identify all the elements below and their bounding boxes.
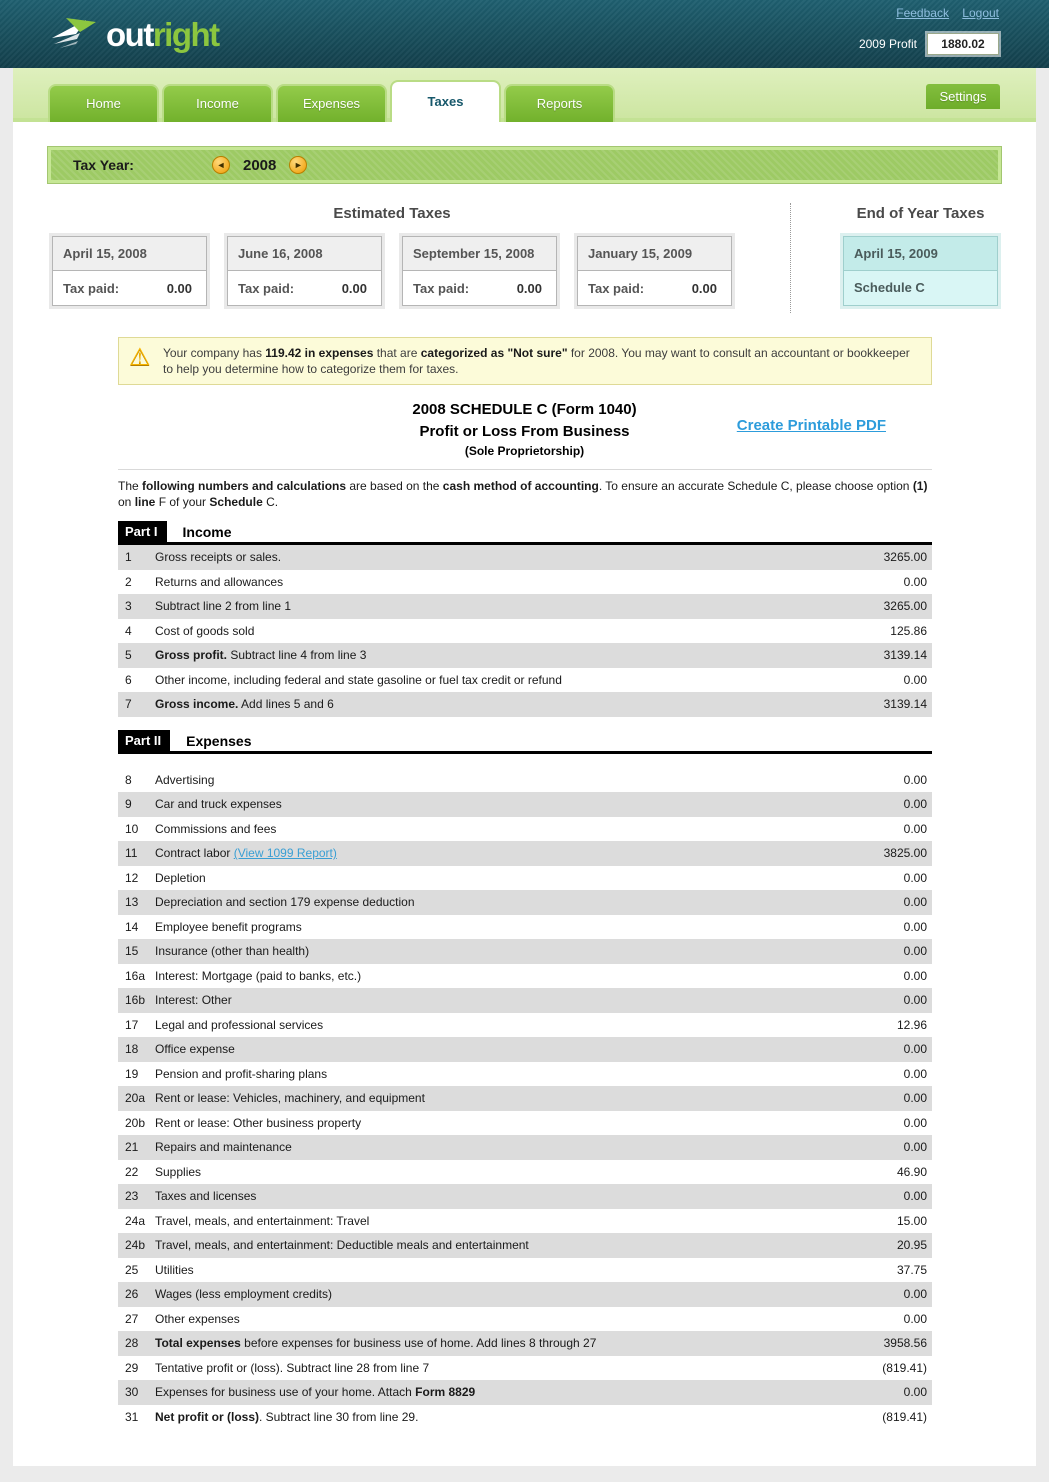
text: F of your [155, 495, 210, 509]
app-header [0, 0, 1049, 68]
line-label [155, 1189, 904, 1203]
part2-header [118, 731, 932, 754]
text: before expenses for business use of home. Add lines 8 through 27 [240, 1336, 597, 1351]
schedule-row-14 [118, 915, 932, 940]
part1-header [118, 522, 932, 545]
text: Rent or lease: Other business property [155, 1115, 362, 1130]
line-number: 11 [125, 846, 138, 861]
schedule-title-line2: Profit or Loss From Business [419, 423, 630, 440]
text: Supplies [155, 1164, 202, 1179]
line-label [155, 944, 904, 958]
tab-home[interactable]: Home [48, 84, 159, 122]
line-number: 23 [125, 1189, 139, 1204]
line-value: 20.95 [896, 1238, 927, 1253]
profit-label: 2009 Profit [858, 37, 917, 51]
estimated-tax-card [577, 236, 732, 306]
text: are based on the [346, 479, 443, 493]
estimated-card-body [228, 271, 381, 305]
tax-paid-value: 0.00 [516, 280, 542, 296]
text: The [118, 479, 143, 493]
text: Subtract line 4 from line 3 [227, 648, 367, 663]
part1-badge: Part I [118, 521, 167, 542]
bold-text: Form 8829 [415, 1385, 476, 1400]
schedule-row-17 [118, 1013, 932, 1038]
line-number: 7 [125, 697, 132, 712]
text: Advertising [155, 772, 215, 787]
line-number: 21 [125, 1140, 139, 1155]
line-label [155, 1067, 904, 1081]
tax-paid-label: Tax paid: [238, 280, 295, 296]
schedule-row-26 [118, 1282, 932, 1307]
content-panel [13, 122, 1036, 1466]
line-label [155, 550, 884, 564]
line-value: 0.00 [903, 821, 927, 836]
line-number: 10 [125, 821, 139, 836]
text: C. [262, 495, 279, 509]
tax-year-bar [48, 147, 1001, 183]
schedule-row-11 [118, 841, 932, 866]
schedule-row-1 [118, 545, 932, 570]
text: Commissions and fees [155, 821, 277, 836]
text: Contract labor [155, 846, 234, 861]
bold-text: categorized as "Not sure" [420, 346, 568, 360]
line-number: 30 [125, 1385, 139, 1400]
line-value: 0.00 [903, 1066, 927, 1081]
bold-text: Total expenses [155, 1336, 241, 1351]
line-label [155, 773, 904, 787]
schedule-row-10 [118, 817, 932, 842]
text: Other expenses [155, 1311, 240, 1326]
schedule-row-22 [118, 1160, 932, 1185]
schedule-row-20b [118, 1111, 932, 1136]
line-number: 13 [125, 895, 139, 910]
line-number: 9 [125, 797, 132, 812]
logout-link[interactable]: Logout [962, 6, 999, 20]
line-label [155, 993, 904, 1007]
text: Other income, including federal and state gasoline or fuel tax credit or refund [155, 672, 562, 687]
schedule-row-15 [118, 939, 932, 964]
line-value: 0.00 [903, 1091, 927, 1106]
estimated-card-date: September 15, 2008 [403, 237, 556, 271]
schedule-row-24a [118, 1209, 932, 1234]
line-number: 20b [125, 1115, 146, 1130]
line-value: 15.00 [896, 1213, 927, 1228]
schedule-row-13 [118, 890, 932, 915]
prev-year-icon[interactable]: ◄ [212, 156, 230, 174]
line-value: 37.75 [896, 1262, 927, 1277]
schedule-row-31 [118, 1405, 932, 1430]
schedule-row-23 [118, 1184, 932, 1209]
line-number: 17 [125, 1017, 139, 1032]
line-number: 5 [125, 648, 132, 663]
line-number: 24a [125, 1213, 146, 1228]
next-year-icon[interactable]: ► [289, 156, 307, 174]
line-value: 0.00 [903, 772, 927, 787]
line-value: 0.00 [903, 1140, 927, 1155]
text: Your company has [163, 346, 266, 360]
part2-rows [118, 754, 932, 1430]
view-1099-report-link[interactable]: (View 1099 Report) [233, 846, 337, 861]
logo [50, 14, 219, 55]
bold-text: (1) [912, 479, 928, 493]
part2-title: Expenses [186, 732, 252, 749]
estimated-tax-card [52, 236, 207, 306]
schedule-row-16b [118, 988, 932, 1013]
text: Gross receipts or sales. [155, 550, 282, 565]
tab-expenses[interactable]: Expenses [276, 84, 387, 122]
line-label [155, 1091, 904, 1105]
warning-icon: ⚠ [129, 344, 151, 371]
line-number: 19 [125, 1066, 139, 1081]
bold-text: following numbers and calculations [142, 479, 347, 493]
line-label [155, 1165, 897, 1179]
tax-paid-value: 0.00 [341, 280, 367, 296]
line-label [155, 797, 904, 811]
end-of-year-date: April 15, 2009 [844, 237, 997, 271]
text: Interest: Other [155, 993, 232, 1008]
line-number: 6 [125, 672, 132, 687]
estimated-tax-cards [52, 236, 752, 306]
bold-text: 119.42 in expenses [265, 346, 374, 360]
line-label [155, 1385, 904, 1399]
line-label [155, 1018, 897, 1032]
create-pdf-link[interactable]: Create Printable PDF [736, 417, 886, 434]
text: Interest: Mortgage (paid to banks, etc.) [155, 968, 362, 983]
line-value: 0.00 [903, 1385, 927, 1400]
line-label [155, 969, 904, 983]
tax-year-label: Tax Year: [73, 157, 134, 173]
line-number: 28 [125, 1336, 139, 1351]
line-label [155, 673, 904, 687]
schedule-row-5 [118, 643, 932, 668]
bold-text: Schedule [209, 495, 263, 509]
line-value: 0.00 [903, 1115, 927, 1130]
line-value: 0.00 [903, 895, 927, 910]
text: Utilities [155, 1262, 194, 1277]
schedule-row-12 [118, 866, 932, 891]
line-label [155, 1410, 882, 1424]
line-value: 0.00 [903, 797, 927, 812]
line-number: 26 [125, 1287, 139, 1302]
not-sure-warning [118, 337, 932, 385]
text: . To ensure an accurate Schedule C, please choose option [598, 479, 913, 493]
end-of-year-card [843, 236, 998, 306]
line-value: 0.00 [903, 944, 927, 959]
line-value: 3265.00 [883, 599, 927, 614]
text: Legal and professional services [155, 1017, 324, 1032]
estimated-card-date: April 15, 2008 [53, 237, 206, 271]
feedback-link[interactable]: Feedback [896, 6, 949, 20]
line-label [155, 1116, 904, 1130]
line-value: 3958.56 [883, 1336, 927, 1351]
bold-text: cash method of accounting [442, 479, 599, 493]
line-number: 24b [125, 1238, 146, 1253]
text: Subtract line 2 from line 1 [155, 599, 292, 614]
line-number: 4 [125, 623, 132, 638]
divider-line [118, 469, 932, 470]
line-label [155, 648, 884, 662]
schedule-title-line1: 2008 SCHEDULE C (Form 1040) [412, 401, 637, 418]
text: for 2008. You may want to consult an accountant or bookkeeper to help you determine how to categorize them for taxes. [163, 346, 910, 376]
text: Employee benefit programs [155, 919, 302, 934]
text: Cost of goods sold [155, 623, 255, 638]
tax-year-value: 2008 [242, 156, 277, 174]
text: . Subtract line 30 from line 29. [259, 1409, 419, 1424]
schedule-row-21 [118, 1135, 932, 1160]
line-value: 0.00 [903, 1042, 927, 1057]
line-value: 3139.14 [883, 697, 927, 712]
line-number: 15 [125, 944, 139, 959]
line-label [155, 1140, 904, 1154]
schedule-c-header [13, 399, 1036, 459]
estimated-card-body [53, 271, 206, 305]
tab-reports[interactable]: Reports [504, 84, 615, 122]
schedule-row-6 [118, 668, 932, 693]
text: Office expense [155, 1042, 235, 1057]
line-number: 25 [125, 1262, 139, 1277]
line-number: 14 [125, 919, 139, 934]
tax-paid-label: Tax paid: [63, 280, 120, 296]
text: Repairs and maintenance [155, 1140, 292, 1155]
line-value: (819.41) [882, 1360, 927, 1375]
line-label [155, 1287, 904, 1301]
logo-text: outright [106, 15, 219, 53]
line-number: 31 [125, 1409, 139, 1424]
line-value: 0.00 [903, 1189, 927, 1204]
estimated-taxes-title: Estimated Taxes [333, 205, 451, 222]
end-of-year-title: End of Year Taxes [856, 205, 985, 222]
line-value: 3139.14 [883, 648, 927, 663]
line-label [155, 1214, 897, 1228]
schedule-row-20a [118, 1086, 932, 1111]
line-number: 22 [125, 1164, 139, 1179]
line-label [155, 920, 904, 934]
text: Depletion [155, 870, 206, 885]
line-value: 125.86 [890, 623, 927, 638]
schedule-title-line3: (Sole Proprietorship) [464, 444, 585, 458]
text: Returns and allowances [155, 574, 284, 589]
text: Expenses for business use of your home. Attach [155, 1385, 416, 1400]
schedule-row-28 [118, 1331, 932, 1356]
bold-text: Gross profit. [155, 648, 228, 663]
text: Car and truck expenses [155, 797, 282, 812]
text: Add lines 5 and 6 [238, 697, 334, 712]
schedule-row-16a [118, 964, 932, 989]
line-number: 16b [125, 993, 146, 1008]
line-label [155, 599, 884, 613]
schedule-row-7 [118, 692, 932, 717]
estimated-card-date: June 16, 2008 [228, 237, 381, 271]
line-label [155, 895, 904, 909]
line-number: 27 [125, 1311, 139, 1326]
line-label [155, 846, 884, 860]
line-value: 0.00 [903, 1287, 927, 1302]
line-value: 3825.00 [883, 846, 927, 861]
tax-paid-value: 0.00 [691, 280, 717, 296]
text: Travel, meals, and entertainment: Deductible meals and entertainment [155, 1238, 529, 1253]
line-value: 46.90 [896, 1164, 927, 1179]
part1-rows [118, 545, 932, 717]
part1-title: Income [182, 524, 232, 540]
text: Depreciation and section 179 expense deduction [155, 895, 415, 910]
line-number: 2 [125, 574, 132, 589]
schedule-row-4 [118, 619, 932, 644]
end-of-year-doc: Schedule C [844, 271, 997, 305]
estimated-tax-card [227, 236, 382, 306]
line-value: 0.00 [903, 1311, 927, 1326]
line-label [155, 1312, 904, 1326]
text: on [118, 495, 135, 509]
line-value: 0.00 [903, 919, 927, 934]
line-value: 0.00 [903, 870, 927, 885]
bold-text: Gross income. [155, 697, 239, 712]
tab-bar [13, 68, 1036, 122]
line-number: 12 [125, 870, 139, 885]
settings-button[interactable]: Settings [926, 84, 1000, 109]
line-label [155, 697, 884, 711]
line-number: 29 [125, 1360, 139, 1375]
schedule-row-29 [118, 1356, 932, 1381]
tab-income[interactable]: Income [162, 84, 273, 122]
bold-text: Net profit or (loss) [155, 1409, 259, 1424]
part2-badge: Part II [118, 730, 170, 751]
schedule-row-2 [118, 570, 932, 595]
schedule-row-27 [118, 1307, 932, 1332]
estimated-card-body [403, 271, 556, 305]
schedule-row-24b [118, 1233, 932, 1258]
tab-taxes[interactable]: Taxes [390, 80, 501, 122]
line-label [155, 1238, 897, 1252]
bold-text: line [134, 495, 156, 509]
text: Rent or lease: Vehicles, machinery, and equipment [155, 1091, 425, 1106]
line-number: 1 [125, 550, 132, 565]
line-label [155, 1263, 897, 1277]
text: Tentative profit or (loss). Subtract line 28 from line 7 [155, 1360, 430, 1375]
schedule-row-18 [118, 1037, 932, 1062]
profit-input[interactable] [927, 33, 999, 55]
tax-paid-value: 0.00 [166, 280, 192, 296]
line-number: 8 [125, 772, 132, 787]
estimated-card-body [578, 271, 731, 305]
line-value: 0.00 [903, 672, 927, 687]
line-value: (819.41) [882, 1409, 927, 1424]
line-label [155, 1042, 904, 1056]
line-value: 0.00 [903, 968, 927, 983]
line-number: 16a [125, 968, 146, 983]
text: that are [373, 346, 421, 360]
tax-paid-label: Tax paid: [413, 280, 470, 296]
line-value: 12.96 [896, 1017, 927, 1032]
line-label [155, 1361, 882, 1375]
intro-text [118, 478, 932, 510]
text: Pension and profit-sharing plans [155, 1066, 328, 1081]
text: Wages (less employment credits) [155, 1287, 332, 1302]
line-label [155, 575, 904, 589]
schedule-row-3 [118, 594, 932, 619]
line-number: 3 [125, 599, 132, 614]
taxes-summary [13, 203, 1036, 315]
line-number: 20a [125, 1091, 146, 1106]
line-label [155, 871, 904, 885]
summary-divider [790, 203, 791, 313]
line-value: 0.00 [903, 574, 927, 589]
warning-text [163, 346, 910, 376]
schedule-row-9 [118, 792, 932, 817]
line-label [155, 822, 904, 836]
schedule-row-25 [118, 1258, 932, 1283]
schedule-row-8 [118, 768, 932, 793]
line-value: 0.00 [903, 993, 927, 1008]
line-label [155, 624, 890, 638]
schedule-row-19 [118, 1062, 932, 1087]
schedule-row-30 [118, 1380, 932, 1405]
tax-paid-label: Tax paid: [588, 280, 645, 296]
text: Insurance (other than health) [155, 944, 310, 959]
line-label [155, 1336, 884, 1350]
text: Taxes and licenses [155, 1189, 257, 1204]
line-value: 3265.00 [883, 550, 927, 565]
tabs [48, 80, 618, 122]
logo-swoosh-icon [50, 14, 98, 55]
text: Travel, meals, and entertainment: Travel [155, 1213, 370, 1228]
estimated-tax-card [402, 236, 557, 306]
line-number: 18 [125, 1042, 139, 1057]
estimated-card-date: January 15, 2009 [578, 237, 731, 271]
